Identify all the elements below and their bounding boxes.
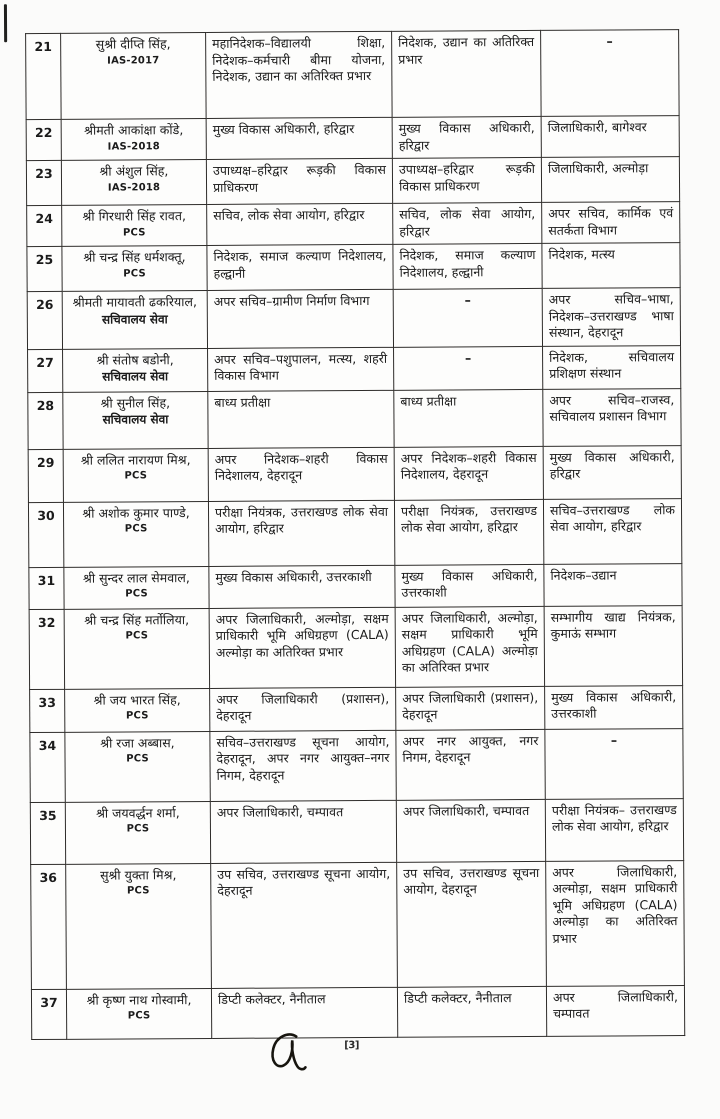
officer-cadre: IAS-2017 bbox=[107, 54, 160, 67]
officer-cadre: PCS bbox=[126, 753, 149, 765]
officer-name-cell bbox=[62, 204, 207, 246]
table-row bbox=[28, 445, 681, 502]
officer-cadre: PCS bbox=[124, 523, 148, 535]
posting-cell-a: अपर सचिव–पशुपालन, मत्स्य, शहरी विकास विभाग bbox=[208, 347, 394, 391]
table-row bbox=[29, 563, 682, 609]
table-row bbox=[26, 157, 679, 206]
serial-number: 30 bbox=[37, 507, 55, 523]
posting-cell-c: अपर जिलाधिकारी, चम्पावत bbox=[546, 985, 684, 1036]
officer-cadre: PCS bbox=[125, 630, 149, 642]
posting-cell-c: निदेशक–उद्यान bbox=[544, 563, 682, 606]
posting-cell-a: अपर निदेशक–शहरी विकास निदेशालय, देहरादून bbox=[208, 447, 394, 501]
posting-cell-b: बाध्य प्रतीक्षा bbox=[394, 389, 543, 447]
posting-cell-a: उप सचिव, उत्तराखण्ड सूचना आयोग, देहरादून bbox=[211, 862, 398, 988]
posting-cell-b: मुख्य विकास अधिकारी, हरिद्वार bbox=[392, 116, 541, 158]
serial-number-cell bbox=[26, 119, 61, 160]
posting-cell-b: अपर जिलाधिकारी, अल्मोड़ा, सक्षम प्राधिकारी भूमि अधिग्रहण (CALA) अल्मोड़ा का अतिरिक्त प्रभार bbox=[395, 606, 544, 687]
serial-number-cell bbox=[27, 205, 62, 246]
table-row bbox=[26, 116, 679, 161]
posting-cell-b: अपर निदेशक–शहरी विकास निदेशालय, देहरादून bbox=[394, 446, 543, 500]
serial-number: 32 bbox=[37, 614, 56, 630]
posting-cell-b: उपाध्यक्ष–हरिद्वार रूड़की विकास प्राधिकरण bbox=[392, 157, 541, 203]
posting-cell-b: निदेशक, उद्यान का अतिरिक्त प्रभार bbox=[392, 30, 542, 117]
posting-cell-b: – bbox=[393, 288, 542, 346]
officer-name-cell bbox=[61, 32, 207, 119]
officer-name: श्री सुनील सिंह, bbox=[100, 394, 171, 411]
officer-name: श्री चन्द्र सिंह धर्मशक्तू, bbox=[83, 249, 186, 265]
posting-cell-c: जिलाधिकारी, अल्मोड़ा bbox=[541, 157, 679, 203]
page-number: [3] bbox=[344, 1040, 359, 1052]
officer-cadre: PCS bbox=[125, 710, 149, 722]
serial-number: 31 bbox=[37, 572, 56, 588]
table-row bbox=[28, 388, 681, 449]
serial-number: 22 bbox=[34, 124, 53, 141]
officer-cadre: सचिवालय सेवा bbox=[101, 311, 168, 327]
posting-cell-a: सचिव, लोक सेवा आयोग, हरिद्वार bbox=[207, 203, 393, 245]
posting-cell-b: मुख्य विकास अधिकारी, उत्तरकाशी bbox=[395, 564, 544, 607]
posting-cell-c: अपर जिलाधिकारी, अल्मोड़ा, सक्षम प्राधिकारी भूमि अधिग्रहण (CALA) अल्मोड़ा का अतिरिक्त प्रभार bbox=[546, 860, 685, 986]
officer-name: श्रीमती मायावती ढकरियाल, bbox=[72, 294, 197, 310]
officer-name: श्री अंशुल सिंह, bbox=[99, 163, 169, 179]
serial-number-cell bbox=[28, 392, 63, 449]
officer-name-cell bbox=[65, 688, 210, 732]
posting-cell-a: अपर जिलाधिकारी (प्रशासन), देहरादून bbox=[210, 687, 396, 731]
posting-cell-a: डिप्टी कलेक्टर, नैनीताल bbox=[211, 987, 397, 1038]
posting-cell-a: उपाध्यक्ष–हरिद्वार रूड़की विकास प्राधिकरण bbox=[206, 158, 392, 204]
posting-cell-c: जिलाधिकारी, बागेश्वर bbox=[541, 116, 679, 158]
serial-number-cell bbox=[27, 291, 62, 349]
serial-number: 37 bbox=[40, 994, 58, 1010]
serial-number-cell bbox=[31, 864, 67, 989]
table-row bbox=[27, 202, 680, 247]
posting-cell-a: अपर जिलाधिकारी, अल्मोड़ा, सक्षम प्राधिकारी भूमि अधिग्रहण (CALA) अल्मोड़ा का अतिरिक्त प्रभार bbox=[209, 607, 395, 688]
officer-transfer-table bbox=[25, 29, 685, 1039]
officer-name: श्री जयवर्द्धन शर्मा, bbox=[95, 804, 180, 821]
posting-cell-c: परीक्षा नियंत्रक– उत्तराखण्ड लोक सेवा आयोग, हरिद्वार bbox=[545, 798, 683, 861]
serial-number: 34 bbox=[38, 737, 57, 753]
serial-number-cell bbox=[28, 502, 63, 567]
scan-edge-artifact bbox=[4, 4, 7, 42]
table-row bbox=[28, 498, 681, 567]
serial-number: 36 bbox=[39, 869, 57, 885]
posting-cell-c: अपर सचिव–राजस्व, सचिवालय प्रशासन विभाग bbox=[543, 388, 681, 446]
posting-cell-a: बाध्य प्रतीक्षा bbox=[208, 390, 394, 448]
officer-name: सुश्री युक्ता मिश्र, bbox=[100, 866, 177, 883]
officer-name: सुश्री दीप्ति सिंह, bbox=[95, 36, 171, 52]
posting-cell-c: मुख्य विकास अधिकारी, उत्तरकाशी bbox=[545, 685, 683, 729]
posting-cell-c: निदेशक, सचिवालय प्रशिक्षण संस्थान bbox=[543, 345, 681, 389]
serial-number: 27 bbox=[36, 354, 54, 370]
serial-number: 23 bbox=[35, 165, 53, 182]
serial-number-cell bbox=[28, 349, 63, 392]
officer-cadre: IAS-2018 bbox=[107, 181, 161, 194]
posting-cell-c: मुख्य विकास अधिकारी, हरिद्वार bbox=[543, 445, 681, 499]
posting-cell-b: अपर जिलाधिकारी (प्रशासन), देहरादून bbox=[396, 686, 545, 730]
posting-cell-b: अपर नगर आयुक्त, नगर निगम, देहरादून bbox=[396, 729, 545, 800]
posting-cell-a: सचिव–उत्तराखण्ड सूचना आयोग, देहरादून, अपर नगर आयुक्त–नगर निगम, देहरादून bbox=[210, 730, 396, 801]
posting-cell-b: परीक्षा नियंत्रक, उत्तराखण्ड लोक सेवा आयोग, हरिद्वार bbox=[394, 499, 543, 565]
officer-name-cell bbox=[62, 245, 207, 291]
officer-cadre: PCS bbox=[126, 823, 150, 835]
officer-cadre: सचिवालय सेवा bbox=[102, 369, 169, 384]
officer-name-cell bbox=[65, 801, 210, 864]
serial-number: 33 bbox=[38, 694, 56, 710]
posting-cell-b: सचिव, लोक सेवा आयोग, हरिद्वार bbox=[393, 202, 542, 244]
posting-cell-a: अपर जिलाधिकारी, चम्पावत bbox=[210, 800, 396, 863]
serial-number-cell bbox=[30, 732, 65, 802]
posting-cell-c: – bbox=[541, 30, 680, 117]
posting-cell-b: अपर जिलाधिकारी, चम्पावत bbox=[396, 799, 545, 862]
serial-number: 29 bbox=[36, 454, 55, 470]
officer-name: श्री संतोष बडोनी, bbox=[96, 351, 174, 368]
officer-name-cell bbox=[66, 863, 212, 989]
officer-name: श्री जय भारत सिंह, bbox=[93, 691, 181, 708]
posting-cell-a: मुख्य विकास अधिकारी, उत्तरकाशी bbox=[209, 565, 395, 608]
posting-cell-c: अपर सचिव, कार्मिक एवं सतर्कता विभाग bbox=[542, 202, 680, 244]
posting-cell-c: सम्भागीय खाद्य नियंत्रक, कुमाऊं सम्भाग bbox=[544, 605, 682, 686]
serial-number: 25 bbox=[35, 251, 54, 268]
officer-name: श्रीमती आकांक्षा कोंडे, bbox=[84, 122, 184, 138]
posting-cell-a: मुख्य विकास अधिकारी, हरिद्वार bbox=[206, 117, 392, 159]
table-row bbox=[26, 30, 680, 120]
officer-name-cell bbox=[63, 501, 208, 567]
serial-number: 26 bbox=[36, 296, 54, 313]
officer-name: श्री सुन्दर लाल सेमवाल, bbox=[82, 569, 190, 586]
officer-name-cell bbox=[61, 118, 206, 160]
table-row bbox=[30, 685, 683, 732]
officer-name-cell bbox=[61, 159, 206, 205]
officer-cadre: PCS bbox=[126, 885, 150, 897]
serial-number: 24 bbox=[35, 210, 53, 227]
posting-cell-b: निदेशक, समाज कल्याण निदेशालय, हल्द्वानी bbox=[393, 243, 542, 289]
officer-cadre: सचिवालय सेवा bbox=[102, 412, 169, 427]
serial-number: 35 bbox=[39, 807, 57, 823]
officer-name-cell bbox=[63, 348, 208, 392]
serial-number-cell bbox=[28, 449, 63, 502]
serial-number-cell bbox=[26, 160, 61, 205]
table-row bbox=[30, 728, 683, 802]
officer-name-cell bbox=[65, 731, 210, 802]
officer-name-cell bbox=[62, 290, 207, 348]
posting-cell-a: अपर सचिव–ग्रामीण निर्माण विभाग bbox=[207, 289, 393, 348]
serial-number: 21 bbox=[34, 38, 52, 55]
officer-name: श्री गिरधारी सिंह रावत, bbox=[82, 208, 186, 224]
posting-cell-a: परीक्षा नियंत्रक, उत्तराखण्ड लोक सेवा आयोग, हरिद्वार bbox=[208, 500, 394, 566]
serial-number-cell bbox=[29, 609, 64, 689]
posting-cell-a: निदेशक, समाज कल्याण निदेशालय, हल्द्वानी bbox=[207, 244, 393, 290]
table-body bbox=[26, 30, 685, 1039]
posting-cell-b: – bbox=[394, 346, 543, 390]
officer-cadre: PCS bbox=[122, 226, 146, 238]
officer-cadre: PCS bbox=[124, 470, 148, 482]
officer-cadre: PCS bbox=[125, 588, 148, 600]
officer-name: श्री रजा अब्बास, bbox=[100, 734, 175, 751]
posting-cell-c: अपर सचिव–भाषा, निदेशक–उत्तराखण्ड भाषा संस्थान, देहरादून bbox=[542, 288, 680, 346]
signature-mark-icon bbox=[266, 1030, 312, 1082]
posting-cell-b: उप सचिव, उत्तराखण्ड सूचना आयोग, देहरादून bbox=[397, 861, 547, 987]
page-footer bbox=[0, 1026, 720, 1090]
table-row bbox=[31, 860, 685, 989]
table-row bbox=[29, 605, 682, 689]
officer-name: श्री अशोक कुमार पाण्डे, bbox=[82, 504, 190, 521]
officer-name: श्री चन्द्र सिंह मर्तोलिया, bbox=[84, 611, 190, 628]
serial-number: 28 bbox=[36, 397, 55, 413]
serial-number-cell bbox=[27, 246, 62, 291]
posting-cell-c: निदेशक, मत्स्य bbox=[542, 243, 680, 289]
posting-cell-b: डिप्टी कलेक्टर, नैनीताल bbox=[397, 986, 546, 1037]
officer-cadre: PCS bbox=[127, 1010, 151, 1022]
serial-number-cell bbox=[26, 33, 62, 119]
officer-cadre: PCS bbox=[123, 267, 146, 279]
serial-number-cell bbox=[30, 802, 65, 864]
officer-name-cell bbox=[63, 448, 208, 502]
officer-name-cell bbox=[64, 566, 209, 609]
table-row bbox=[30, 798, 683, 864]
posting-cell-c: सचिव–उत्तराखण्ड लोक सेवा आयोग, हरिद्वार bbox=[543, 498, 681, 564]
serial-number-cell bbox=[30, 689, 65, 732]
table-row bbox=[27, 243, 680, 292]
officer-name: श्री कृष्ण नाथ गोस्वामी, bbox=[86, 991, 192, 1008]
posting-cell-c: – bbox=[545, 728, 683, 799]
officer-name: श्री ललित नारायण मिश्र, bbox=[80, 451, 191, 468]
table-row bbox=[27, 288, 680, 349]
officer-cadre: IAS-2018 bbox=[107, 140, 160, 153]
officer-name-cell bbox=[64, 608, 209, 689]
serial-number-cell bbox=[29, 567, 64, 609]
posting-cell-a: महानिदेशक–विद्यालयी शिक्षा, निदेशक–कर्मचारी बीमा योजना, निदेशक, उद्यान का अतिरिक्त प्रभार bbox=[206, 31, 393, 118]
officer-name-cell bbox=[63, 391, 208, 449]
table-row bbox=[28, 345, 681, 392]
